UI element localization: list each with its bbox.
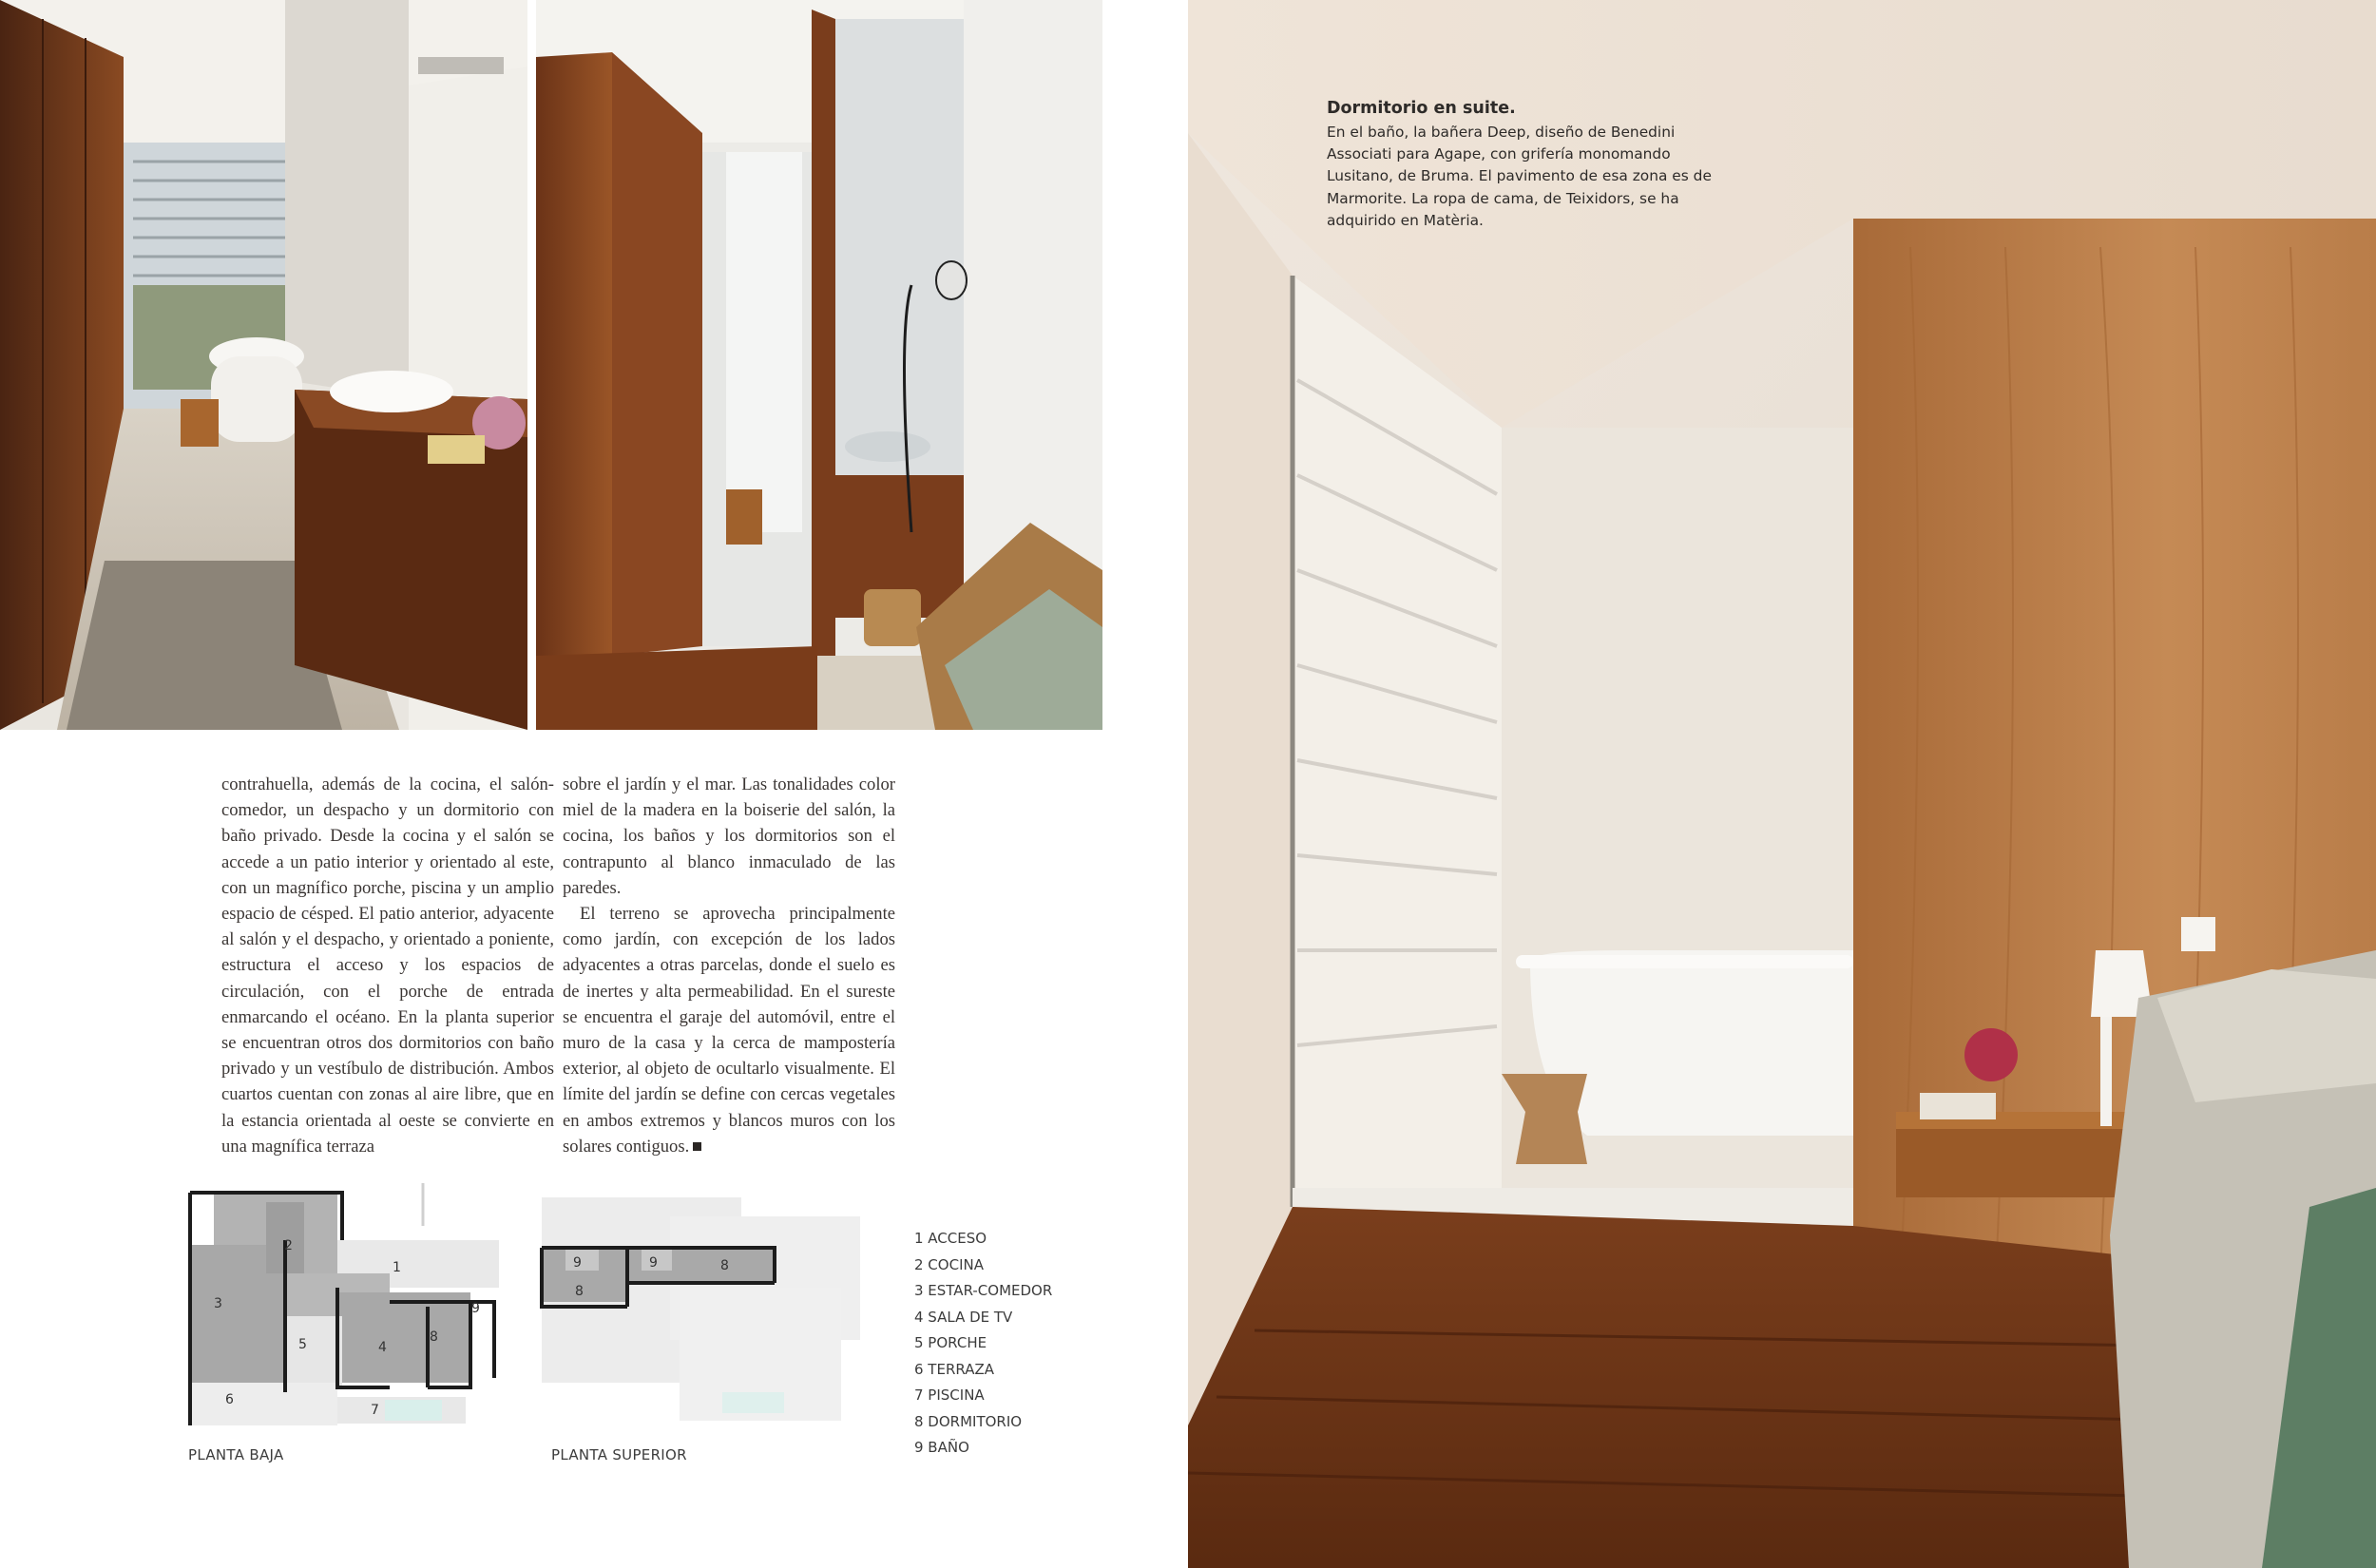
plan-number: 4 xyxy=(378,1340,387,1355)
plan-number: 8 xyxy=(575,1284,584,1299)
plan-legend xyxy=(914,1226,1052,1462)
plan-number: 6 xyxy=(225,1392,234,1407)
caption-title: Dormitorio en suite. xyxy=(1327,99,1516,118)
end-of-article-mark xyxy=(693,1142,701,1151)
photo-caption xyxy=(1327,99,1726,232)
plan-number: 8 xyxy=(430,1329,438,1345)
legend-item: 6 TERRAZA xyxy=(914,1360,994,1378)
plan-number: 2 xyxy=(284,1238,293,1253)
legend-item: 3 ESTAR-COMEDOR xyxy=(914,1282,1053,1299)
legend-item: 1 ACCESO xyxy=(914,1230,987,1247)
legend-item: 8 DORMITORIO xyxy=(914,1412,1023,1430)
plan-number: 3 xyxy=(214,1296,222,1311)
article-column-1 xyxy=(221,772,554,1159)
article-column-2 xyxy=(563,772,895,1159)
legend-item: 9 BAÑO xyxy=(914,1439,969,1456)
plan-number: 9 xyxy=(471,1301,480,1316)
plan-number: 9 xyxy=(573,1255,582,1271)
floor-plan-ground xyxy=(185,1183,508,1430)
plan-number: 1 xyxy=(393,1260,401,1275)
article-paragraph-text: El terreno se aprovecha principalmente como jardín, con excepción de los lados adyacentes a otras parcelas, donde el suelo es de inertes y alta permeabilidad. En el sureste se encuentra el garaje del automóvil, entre el muro de la casa y la cerca de mampostería exterior, al objeto de ocultarlo visualmente. El límite del jardín se define con cercas vegetales en ambos extremos y blancos muros con los solares contiguos. xyxy=(563,904,895,1157)
plan-number: 7 xyxy=(371,1403,379,1418)
plan-label-ground: PLANTA BAJA xyxy=(188,1446,284,1463)
article-paragraph: contrahuella, además de la cocina, el salón-comedor, un despacho y un dormitorio con baño privado. Desde la cocina y el salón se accede a un patio interior y orientado al este, con un magnífico porche, piscina y un amplio espacio de césped. El patio anterior, adyacente al salón y el despacho, y orientado a poniente, estructura el acceso y los espacios de circulación, con el porche de entrada enmarcando el océano. En la planta superior se encuentran otros dos dormitorios con baño privado y un vestíbulo de distribución. Ambos cuartos cuentan con zonas al aire libre, que en la estancia orientada al oeste se convierte en una magnífica terraza xyxy=(221,774,554,1157)
caption-text: En el baño, la bañera Deep, diseño de Benedini Associati para Agape, con grifería monomando Lusitano, de Bruma. El pavimento de esa zona es de Marmorite. La ropa de cama, de Teixidors, se ha adquirido en Matèria. xyxy=(1327,124,1712,229)
legend-item: 5 PORCHE xyxy=(914,1334,987,1351)
plan-number: 9 xyxy=(649,1255,658,1271)
plan-number: 5 xyxy=(298,1337,307,1352)
legend-item: 7 PISCINA xyxy=(914,1386,985,1404)
article-paragraph-final xyxy=(563,901,895,1159)
plan-number: 8 xyxy=(720,1258,729,1273)
photo-bedroom-suite xyxy=(1188,0,2376,1568)
legend-item: 2 COCINA xyxy=(914,1255,984,1273)
floor-plan-upper xyxy=(537,1193,865,1430)
article-paragraph: sobre el jardín y el mar. Las tonalidades color miel de la madera en la boiserie del salón, la cocina, los baños y los dormitorios son el contrapunto al blanco inmaculado de las paredes. xyxy=(563,774,895,898)
photo-wardrobe-shower xyxy=(536,0,1102,730)
plan-label-upper: PLANTA SUPERIOR xyxy=(551,1446,687,1463)
photo-corridor-bathroom xyxy=(0,0,527,730)
legend-item: 4 SALA DE TV xyxy=(914,1308,1013,1326)
